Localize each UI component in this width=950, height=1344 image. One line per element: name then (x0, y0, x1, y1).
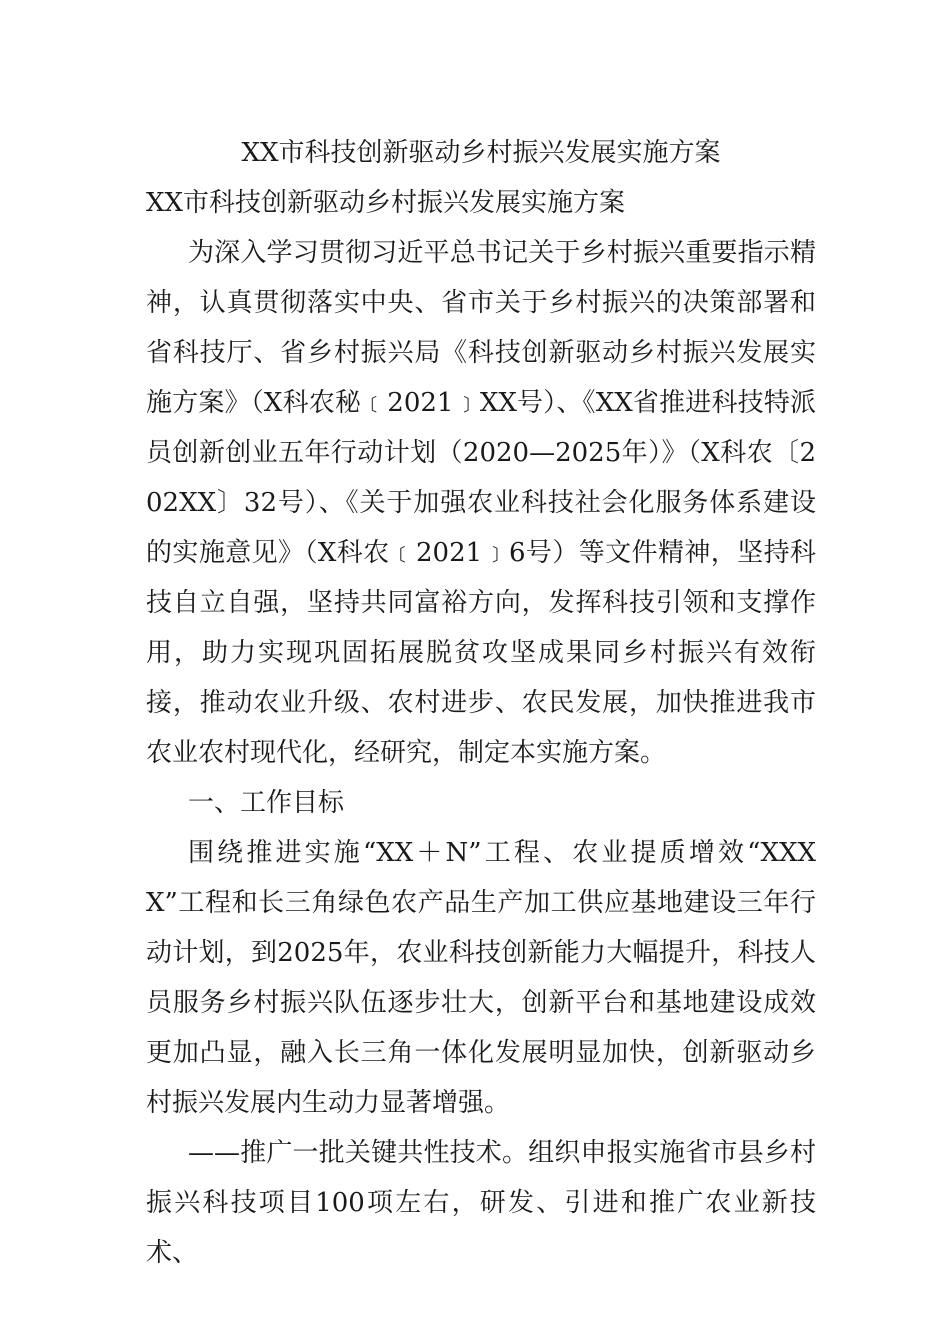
document-title: XX市科技创新驱动乡村振兴发展实施方案 (241, 138, 721, 168)
paragraph-intro: 为深入学习贯彻习近平总书记关于乡村振兴重要指示精神，认真贯彻落实中央、省市关于乡村振兴的决策部署和省科技厅、省乡村振兴局《科技创新驱动乡村振兴发展实施方案》（X科农秘﹝2021﹞XX号）、《XX省推进科技特派员创新创业五年行动计划（2020—2025年）》（X科农〔202XX〕32号）、《关于加强农业科技社会化服务体系建设的实施意见》（X科农﹝2021﹞6号）等文件精神，坚持科技自立自强，坚持共同富裕方向，发挥科技引领和支撑作用，助力实现巩固拓展脱贫攻坚成果同乡村振兴有效衔接，推动农业升级、农村进步、农民发展，加快推进我市农业农村现代化，经研究，制定本实施方案。 (146, 238, 816, 768)
document-subtitle: XX市科技创新驱动乡村振兴发展实施方案 (146, 188, 626, 218)
paragraph-tech-promotion: ——推广一批关键共性技术。组织申报实施省市县乡村振兴科技项目100项左右，研发、引进和推广农业新技术、 (146, 1138, 816, 1268)
document-body (146, 128, 816, 1278)
paragraph-goals: 围绕推进实施“XX＋N”工程、农业提质增效“XXXX”工程和长三角绿色农产品生产加工供应基地建设三年行动计划，到2025年，农业科技创新能力大幅提升，科技人员服务乡村振兴队伍逐步壮大，创新平台和基地建设成效更加凸显，融入长三角一体化发展明显加快，创新驱动乡村振兴发展内生动力显著增强。 (146, 838, 816, 1118)
section-heading-goals: 一、工作目标 (188, 788, 345, 818)
